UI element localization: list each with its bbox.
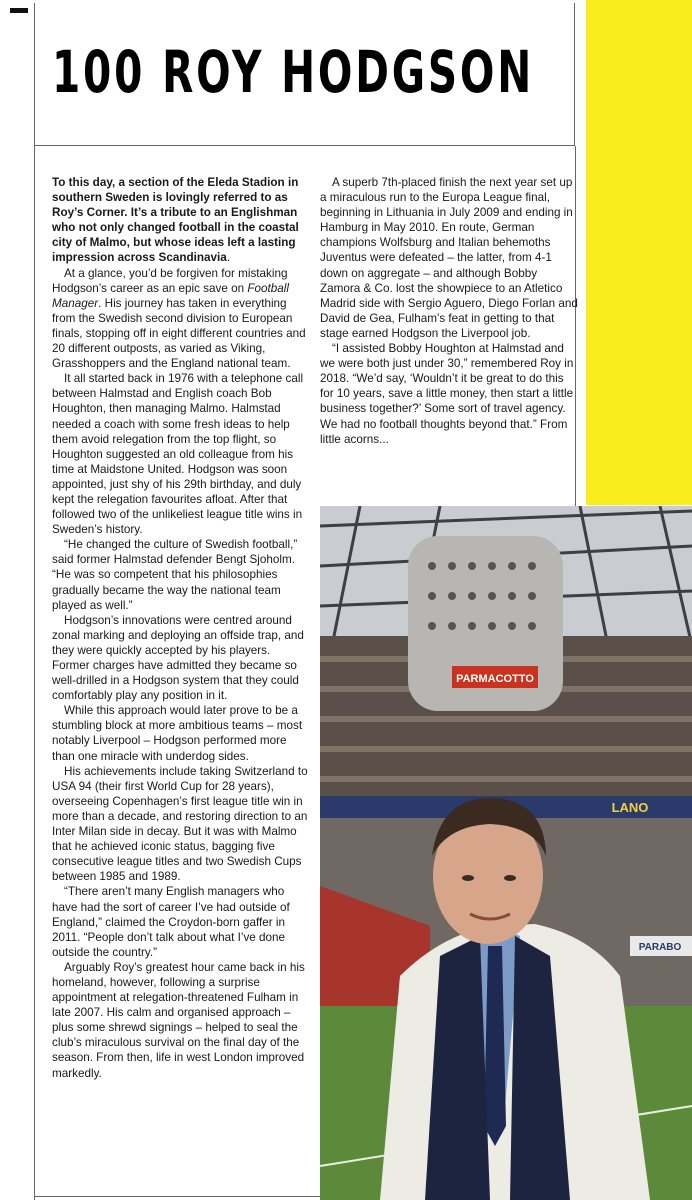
paragraph: Hodgson’s innovations were centred around zonal marking and deploying an offside trap, and they were quickly accepted by his players. Former charges have admitted they became so well-drilled in a Hodgson system that they could comfortably play any position in it. bbox=[52, 613, 304, 703]
sponsor-sign-text: PARMACOTTO bbox=[456, 673, 534, 685]
paragraph: It all started back in 1976 with a telephone call between Halmstad and English coach Bob Houghton, then managing Malmo. Halmstad needed a coach with some fresh ideas to help them avoid relegation from the top flight, so Houghton suggested an old colleague from his time at Maidstone United. Hodgson was soon appointed, just shy of his 29th birthday, and duly kept the relegation favourites afloat. After that followed two of the unlikeliest league title wins in Sweden’s history. bbox=[52, 372, 304, 537]
paragraph: “I assisted Bobby Houghton at Halmstad and we were both just under 30,” remembered Roy in 2018. “We’d say, ‘Wouldn’t it be great to do this for 10 years, save a little money, then start a little business together?’ Some sort of travel agency. We had no football thoughts beyond that.” From little acorns... bbox=[320, 342, 574, 446]
frame-line-bottom bbox=[34, 1196, 320, 1197]
article-column-right bbox=[320, 175, 578, 447]
title-text: 100 ROY HODGSON bbox=[52, 38, 535, 106]
lead-tail-text: . bbox=[226, 251, 230, 265]
paragraph: Arguably Roy’s greatest hour came back in his homeland, however, following a surprise appointment at relegation-threatened Fulham in late 2007. His calm and organised approach – plus some shrewd signings – helped to seal the club’s miraculous survival on the final day of the season. From then, life in west London improved markedly. bbox=[52, 960, 305, 1080]
barrier-sign-text: LANO bbox=[611, 800, 649, 815]
paragraph bbox=[52, 266, 308, 372]
yellow-accent-panel bbox=[586, 0, 692, 505]
stadium-photo bbox=[320, 506, 692, 1200]
frame-line-left bbox=[34, 146, 35, 1200]
lead-paragraph bbox=[52, 175, 308, 266]
paragraph: While this approach would later prove to be a stumbling block at more ambitious teams – most notably Liverpool – Hodgson performed more than one miracle with underdog sides. bbox=[52, 704, 303, 763]
paragraph: “There aren’t many English managers who have had the sort of career I’ve had outside of England,” claimed the Croydon-born gaffer in 2011. “People don’t talk about what I’ve done outside the country.” bbox=[52, 885, 290, 959]
italic-title: Football Manager bbox=[52, 281, 289, 310]
photo-illustration bbox=[320, 506, 692, 1200]
paragraph: His achievements include taking Switzerland to USA 94 (their first World Cup for 28 years), overseeing Copenhagen’s first league title win in more than a decade, and restoring direction to an Inter Milan side in decay. But it was with Malmo that he achieved iconic status, bagging five consecutive league titles and two Swedish Cups between 1985 and 1989. bbox=[52, 764, 308, 884]
paragraph-text: . His journey has taken in everything from the Swedish second division to European finals, stopping off in eight different countries and 20 different outposts, as varied as Viking, Grasshoppers and the England national team. bbox=[52, 296, 306, 371]
lead-bold-text: To this day, a section of the Eleda Stadion in southern Sweden is lovingly referred to as Roy’s Corner. It’s a tribute to an Englishman who not only changed football in the coastal city of Malmo, but whose ideas left a lasting impression across Scandinavia bbox=[52, 176, 299, 265]
paragraph: A superb 7th-placed finish the next year set up a miraculous run to the Europa League final, beginning in Lithuania in July 2009 and ending in Hamburg in May 2010. En route, German champions Wolfsburg and Italian behemoths Juventus were defeated – the latter, from 4-1 down on aggregate – and although Bobby Zamora & Co. lost the showpiece to an Atletico Madrid side with Sergio Aguero, Diego Forlan and David de Gea, Fulham’s feat in getting to that stage earned Hodgson the Liverpool job. bbox=[320, 176, 578, 340]
article-column-left bbox=[52, 175, 308, 1081]
pitchside-sign-text: PARABO bbox=[638, 942, 682, 953]
page-title bbox=[52, 22, 572, 122]
paragraph-text: At a glance, you’d be forgiven for mistaking Hodgson’s career as an epic save on bbox=[52, 266, 288, 295]
paragraph: “He changed the culture of Swedish football,” said former Halmstad defender Bengt Sjoholm. “He was so competent that his philosophies gradually became the way the national team played as well.” bbox=[52, 538, 298, 612]
